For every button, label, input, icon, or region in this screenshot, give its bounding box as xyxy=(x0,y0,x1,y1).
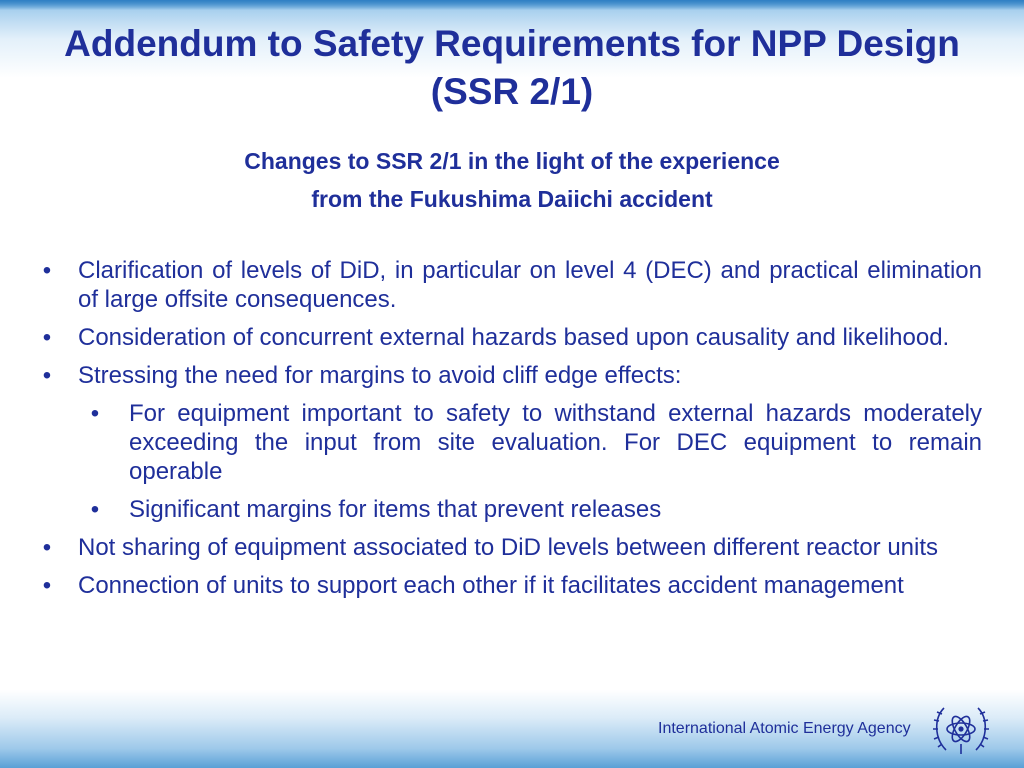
subtitle-line-2: from the Fukushima Daiichi accident xyxy=(311,186,713,212)
bullet-item xyxy=(40,533,982,562)
bullet-text: Connection of units to support each other if it facilitates accident management xyxy=(78,572,904,599)
bullet-text: For equipment important to safety to withstand external hazards moderately exceeding the input from site evaluation. For DEC equipment to remain operable xyxy=(129,400,982,485)
bullet-text: Significant margins for items that prevent releases xyxy=(129,496,662,523)
bullet-item xyxy=(40,323,982,352)
bullet-text: Consideration of concurrent external hazards based upon causality and likelihood. xyxy=(78,324,950,351)
bullet-text: Not sharing of equipment associated to DiD levels between different reactor units xyxy=(78,534,939,561)
footer-organization: International Atomic Energy Agency xyxy=(658,720,911,737)
bullet-marker: • xyxy=(90,400,100,427)
bullet-item xyxy=(40,256,982,314)
sub-bullet-item xyxy=(40,495,982,524)
subtitle-line-1: Changes to SSR 2/1 in the light of the experience xyxy=(244,148,780,174)
bullet-text: Stressing the need for margins to avoid cliff edge effects: xyxy=(78,362,682,389)
bullet-marker: • xyxy=(42,572,52,599)
slide-title: Addendum to Safety Requirements for NPP Design (SSR 2/1) xyxy=(64,23,960,112)
bullet-marker: • xyxy=(42,257,52,284)
bullet-marker: • xyxy=(42,324,52,351)
bullet-list xyxy=(40,256,982,609)
bullet-item xyxy=(40,361,982,390)
bullet-item xyxy=(40,571,982,600)
bullet-marker: • xyxy=(42,534,52,561)
sub-bullet-item xyxy=(40,399,982,486)
iaea-logo-icon xyxy=(930,700,992,758)
bullet-marker: • xyxy=(42,362,52,389)
bullet-marker: • xyxy=(90,496,100,523)
bullet-text: Clarification of levels of DiD, in particular on level 4 (DEC) and practical elimination of large offsite consequences. xyxy=(78,257,982,313)
slide-subtitle xyxy=(120,142,904,218)
